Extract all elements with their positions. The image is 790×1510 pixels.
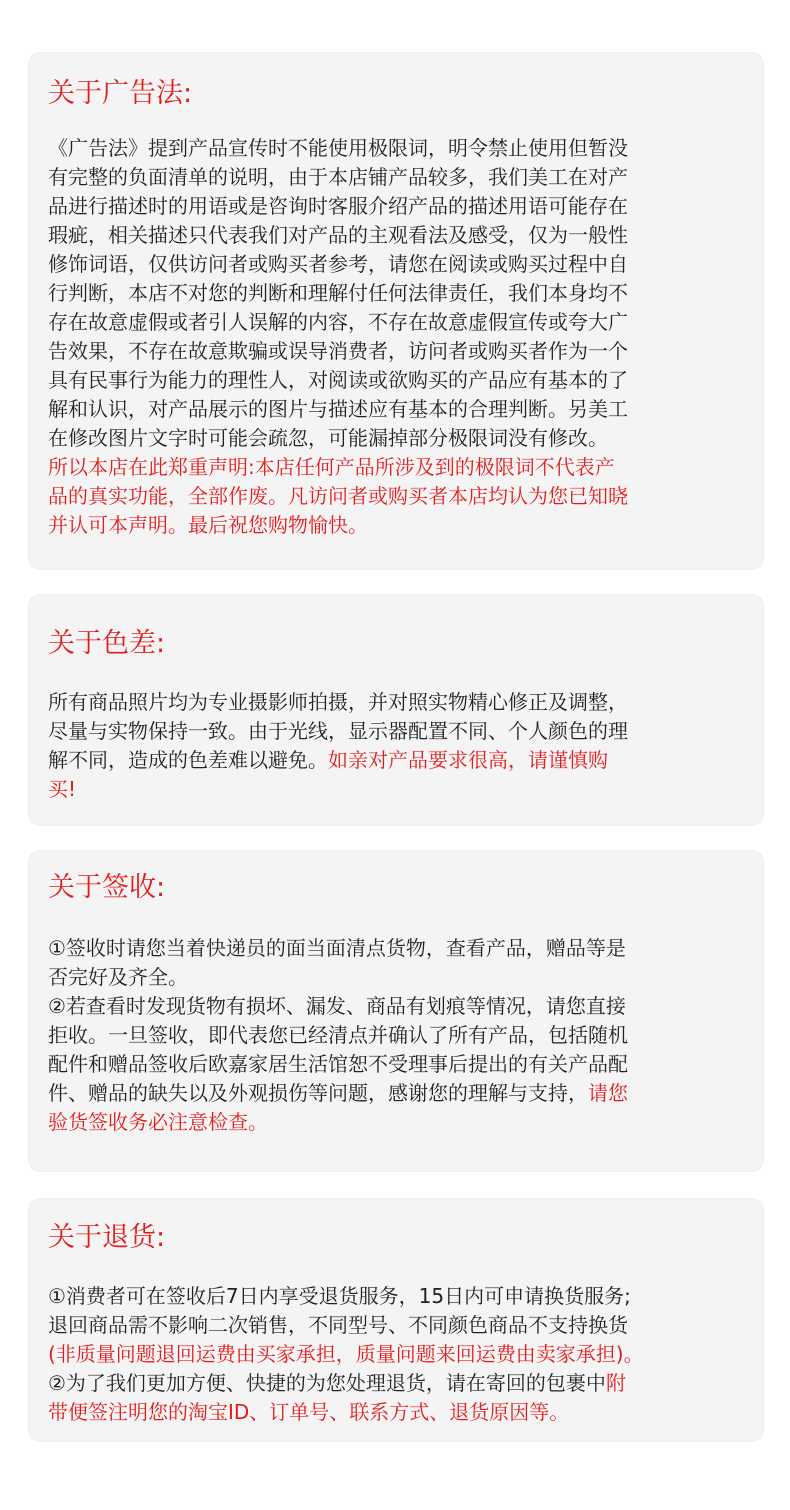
body-text-normal: ①签收时请您当着快递员的面当面清点货物，查看产品，赠品等是 否完好及齐全。 ②若查看时发现货物有损坏、漏发、商品有划痕等情况，请您直接 拒收。一旦签收，即代表您已经清点并确认了所有产品，包括随机 配件和赠品签收后欧嘉家居生活馆恕不受理事后提出的有关产品配 件、赠品的缺失以及外观损伤等问题，感谢您的理解与支持，	[48, 936, 628, 1105]
body-text-highlight: 所以本店在此郑重声明:本店任何产品所涉及到的极限词不代表产 品的真实功能，全部作废。凡访问者或购买者本店均认为您已知晓 并认可本声明。最后祝您购物愉快。	[48, 455, 628, 537]
section-body	[48, 134, 746, 540]
section-heading: 关于退货:	[48, 1222, 166, 1253]
ad-law-section	[28, 52, 764, 570]
section-heading: 关于签收:	[48, 872, 166, 903]
body-text-normal-2: ②为了我们更加方便、快捷的为您处理退货，请在寄回的包裹中	[48, 1371, 606, 1395]
body-text-highlight: 如亲对产品要求很高，请谨慎购 买!	[48, 748, 608, 801]
section-body	[48, 1282, 746, 1427]
body-text-normal: ①消费者可在签收后7日内享受退货服务，15日内可申请换货服务; 退回商品需不影响二次销售，不同型号、不同颜色商品不支持换货	[48, 1284, 631, 1337]
section-heading: 关于色差:	[48, 628, 166, 659]
body-text-highlight: 请您 验货签收务必注意检查。	[48, 1081, 628, 1134]
body-text-normal: 《广告法》提到产品宣传时不能使用极限词，明令禁止使用但暂没 有完整的负面清单的说明，由于本店铺产品较多，我们美工在对产 品进行描述时的用语或是咨询时客服介绍产品的描述用语可能存在 瑕疵，相关描述只代表我们对产品的主观看法及感受，仅为一般性 修饰词语，仅供访问者或购买者参考，请您在阅读或购买过程中自 行判断，本店不对您的判断和理解付任何法律责任，我们本身均不 存在故意虚假或者引人误解的内容，不存在故意虚假宣传或夸大广 告效果，不存在故意欺骗或误导消费者，访问者或购买者作为一个 具有民事行为能力的理性人，对阅读或欲购买的产品应有基本的了 解和认识，对产品展示的图片与描述应有基本的合理判断。另美工 在修改图片文字时可能会疏忽，可能漏掉部分极限词没有修改。	[48, 136, 628, 450]
body-text-highlight: (非质量问题退回运费由买家承担，质量问题来回运费由卖家承担)。	[48, 1342, 644, 1366]
return-policy-section	[28, 1198, 764, 1442]
body-text-normal: 所有商品照片均为专业摄影师拍摄，并对照实物精心修正及调整， 尽量与实物保持一致。由于光线，显示器配置不同、个人颜色的理 解不同，造成的色差难以避免。	[48, 690, 628, 772]
delivery-sign-section	[28, 850, 764, 1172]
body-text-highlight-2: 附 带便签注明您的淘宝ID、订单号、联系方式、退货原因等。	[48, 1371, 626, 1424]
section-body	[48, 688, 746, 804]
color-difference-section	[28, 594, 764, 826]
section-heading: 关于广告法:	[48, 78, 193, 109]
section-body	[48, 934, 746, 1137]
